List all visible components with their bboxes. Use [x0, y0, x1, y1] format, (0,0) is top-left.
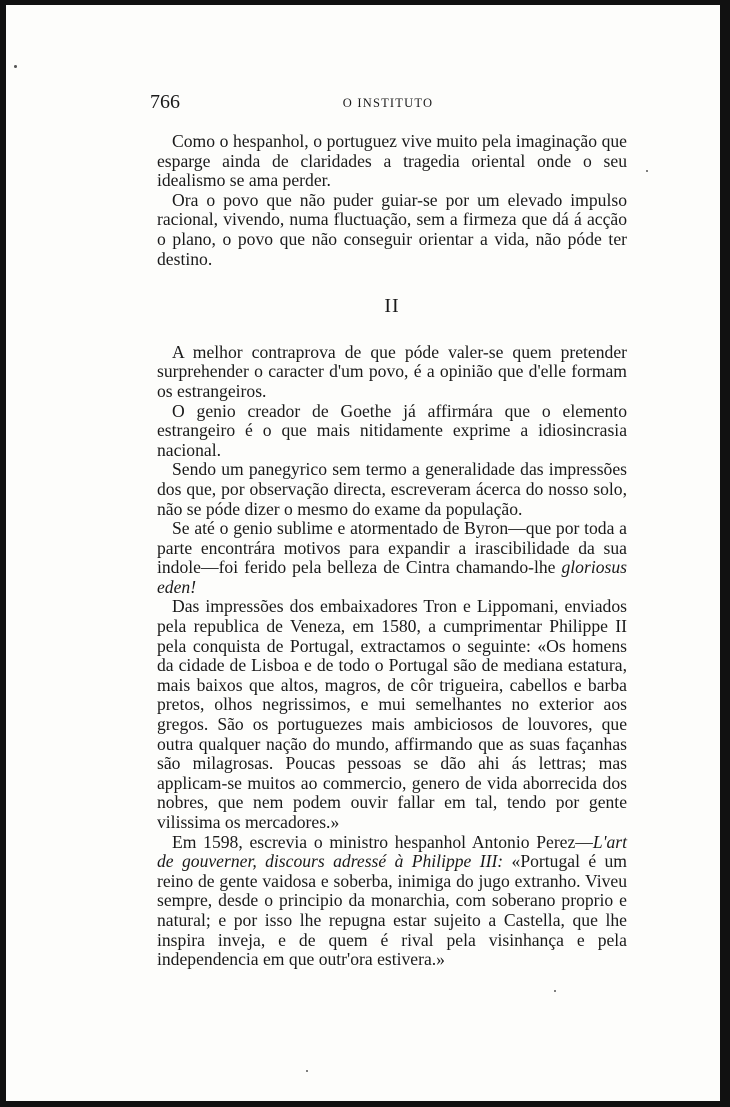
italic-title: L'art de gouverner, discours adressé à Philippe III: — [157, 831, 627, 872]
paragraph — [157, 833, 627, 970]
paragraph-text: Se até o genio sublime e atormentado de Byron—que por toda a parte encontrára motivos para expandir a irascibilidade da sua indole—foi ferido pela belleza de Cintra chamando-lhe — [157, 518, 627, 578]
paragraph-text: «Portugal é um reino de gente vaidosa e soberba, inimiga do jugo extranho. Viveu sempre, desde o principio da monarchia, com soberano proprio e natural; e por isso lhe repugna estar sujeito a Castella, que lhe inspira inveja, e de quem é rival pela visinhança e pela independencia em que outr'ora estivera.» — [157, 851, 627, 970]
paragraph: O genio creador de Goethe já affirmára que o elemento estrangeiro é o que mais nitidamente exprime a idiosincrasia nacional. — [157, 400, 627, 460]
scan-speck — [306, 1070, 308, 1072]
paragraph-text: Em 1598, escrevia o ministro hespanhol Antonio Perez— — [172, 831, 593, 852]
scan-speck — [554, 990, 556, 992]
paragraph — [157, 519, 627, 597]
paragraph: Ora o povo que não puder guiar-se por um elevado impulso racional, vivendo, numa fluctuação, sem a firmeza que dá á acção o plano, o povo que não conseguir orientar a vida, não póde ter destino. — [157, 189, 627, 269]
paragraph: Sendo um panegyrico sem termo a generalidade das impressões dos que, por observação directa, escreveram ácerca do nosso solo, não se póde dizer o mesmo do exame da população. — [157, 459, 627, 519]
italic-quote: gloriosus eden! — [157, 557, 627, 597]
paragraph: Das impressões dos embaixadores Tron e Lippomani, enviados pela republica de Veneza, em 1580, a cumprimentar Philippe II pela conquista de Portugal, extractamos o seguinte: «Os homens da cidade de Lisboa e de todo o Portugal são de mediana estatura, mais baixos que altos, magros, de côr trigueira, cabellos e barba pretos, olhos negrissimos, e mui semelhantes no exterior aos gregos. São os portuguezes mais ambiciosos de louvores, que outra qualquer nação do mundo, affirmando que as suas façanhas são milagrosas. Poucas pessoas se dão ahi ás lettras; mas applicam-se muitos ao commercio, genero de vida aborrecida dos nobres, que nem podem ouvir fallar em tal, tendo por gente vilissima os mercadores.» — [157, 596, 627, 832]
page-body — [157, 132, 627, 970]
running-title: O INSTITUTO — [342, 96, 434, 110]
section-heading: II — [384, 295, 400, 318]
paragraph: A melhor contraprova de que póde valer-se quem pretender surprehender o caracter d'um povo, é a opinião que d'elle formam os estrangeiros. — [157, 341, 627, 401]
page-header — [150, 91, 626, 115]
scan-speck — [646, 170, 648, 172]
page-number: 766 — [150, 91, 180, 113]
scan-speck — [14, 65, 17, 68]
paragraph: Como o hespanhol, o portuguez vive muito pela imaginação que esparge ainda de claridades a tragedia oriental onde o seu idealismo se ama perder. — [157, 131, 627, 191]
